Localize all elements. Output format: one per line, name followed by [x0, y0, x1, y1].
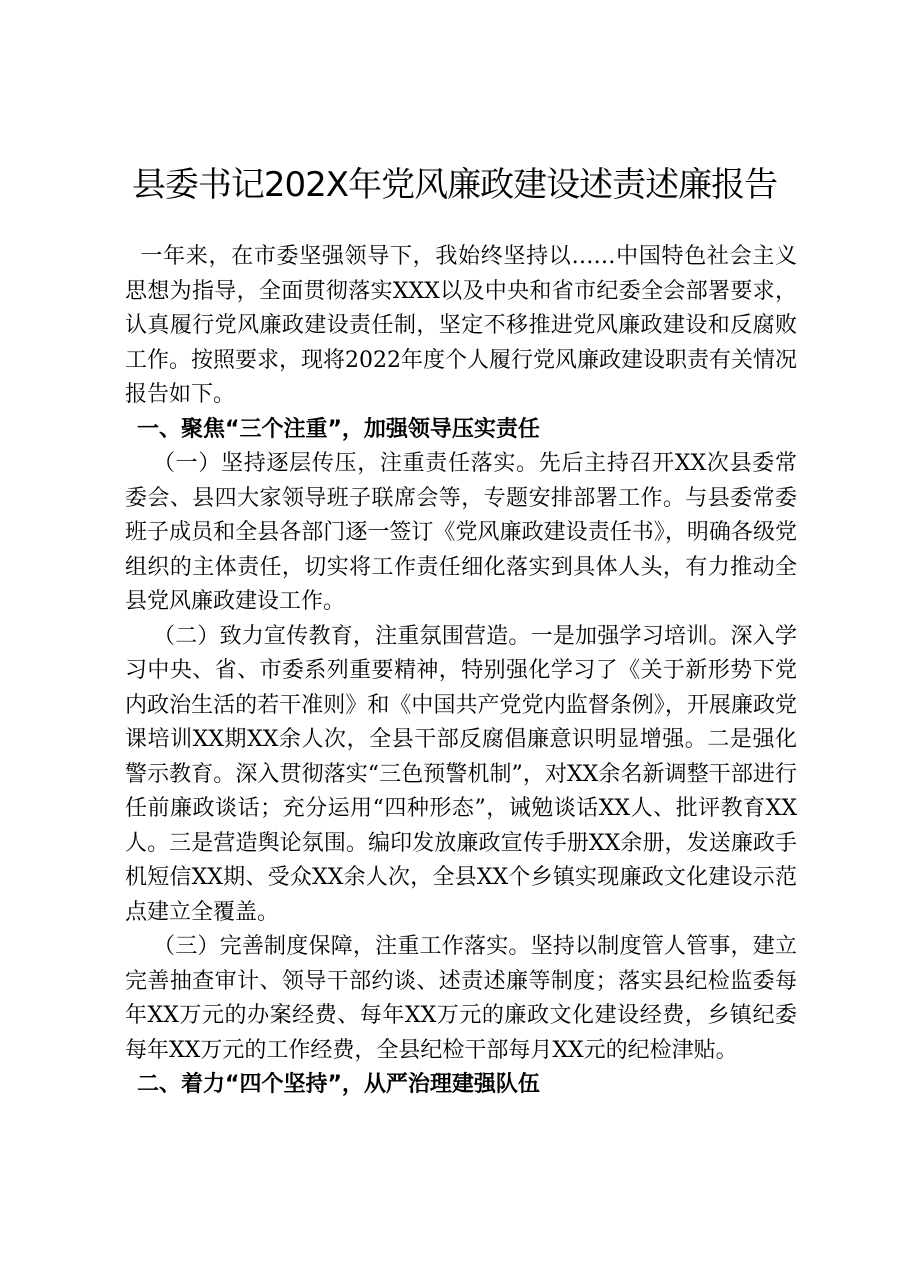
section-1-heading: 一、聚焦“三个注重”，加强领导压实责任: [137, 416, 540, 442]
section-1-paragraph-2: （二）致力宣传教育，注重氛围营造。一是加强学习培训。深入学习中央、省、市委系列重要精神，特别强化学习了《关于新形势下党内政治生活的若干准则》和《中国共产党党内监督条例》，开展廉政党课培训XX期XX余人次，全县干部反腐倡廉意识明显增强。二是强化警示教育。深入贯彻落实“三色预警机制”，对XX余名新调整干部进行任前廉政谈话；充分运用“四种形态”，诫勉谈话XX人、批评教育XX人。三是营造舆论氛围。编印发放廉政宣传手册XX余册，发送廉政手机短信XX期、受众XX余人次，全县XX个乡镇实现廉政文化建设示范点建立全覆盖。: [125, 623, 797, 925]
section-1-paragraph-1: （一）坚持逐层传压，注重责任落实。先后主持召开XX次县委常委会、县四大家领导班子联席会等，专题安排部署工作。与县委常委班子成员和全县各部门逐一签订《党风廉政建设责任书》，明确各级党组织的主体责任，切实将工作责任细化落实到具体人头，有力推动全县党风廉政建设工作。: [125, 451, 797, 614]
intro-paragraph: 一年来，在市委坚强领导下，我始终坚持以……中国特色社会主义思想为指导，全面贯彻落实XXX以及中央和省市纪委全会部署要求，认真履行党风廉政建设责任制，坚定不移推进党风廉政建设和反腐败工作。按照要求，现将2022年度个人履行党风廉政建设职责有关情况报告如下。: [125, 244, 797, 407]
section-1-paragraph-3: （三）完善制度保障，注重工作落实。坚持以制度管人管事，建立完善抽查审计、领导干部约谈、述责述廉等制度；落实县纪检监委每年XX万元的办案经费、每年XX万元的廉政文化建设经费，乡镇纪委每年XX万元的工作经费，全县纪检干部每月XX元的纪检津贴。: [125, 934, 797, 1063]
document-title: 县委书记202X年党风廉政建设述责述廉报告: [131, 165, 778, 205]
section-2-heading: 二、着力“四个坚持”，从严治理建强队伍: [137, 1072, 540, 1097]
document-body: [125, 240, 797, 1103]
